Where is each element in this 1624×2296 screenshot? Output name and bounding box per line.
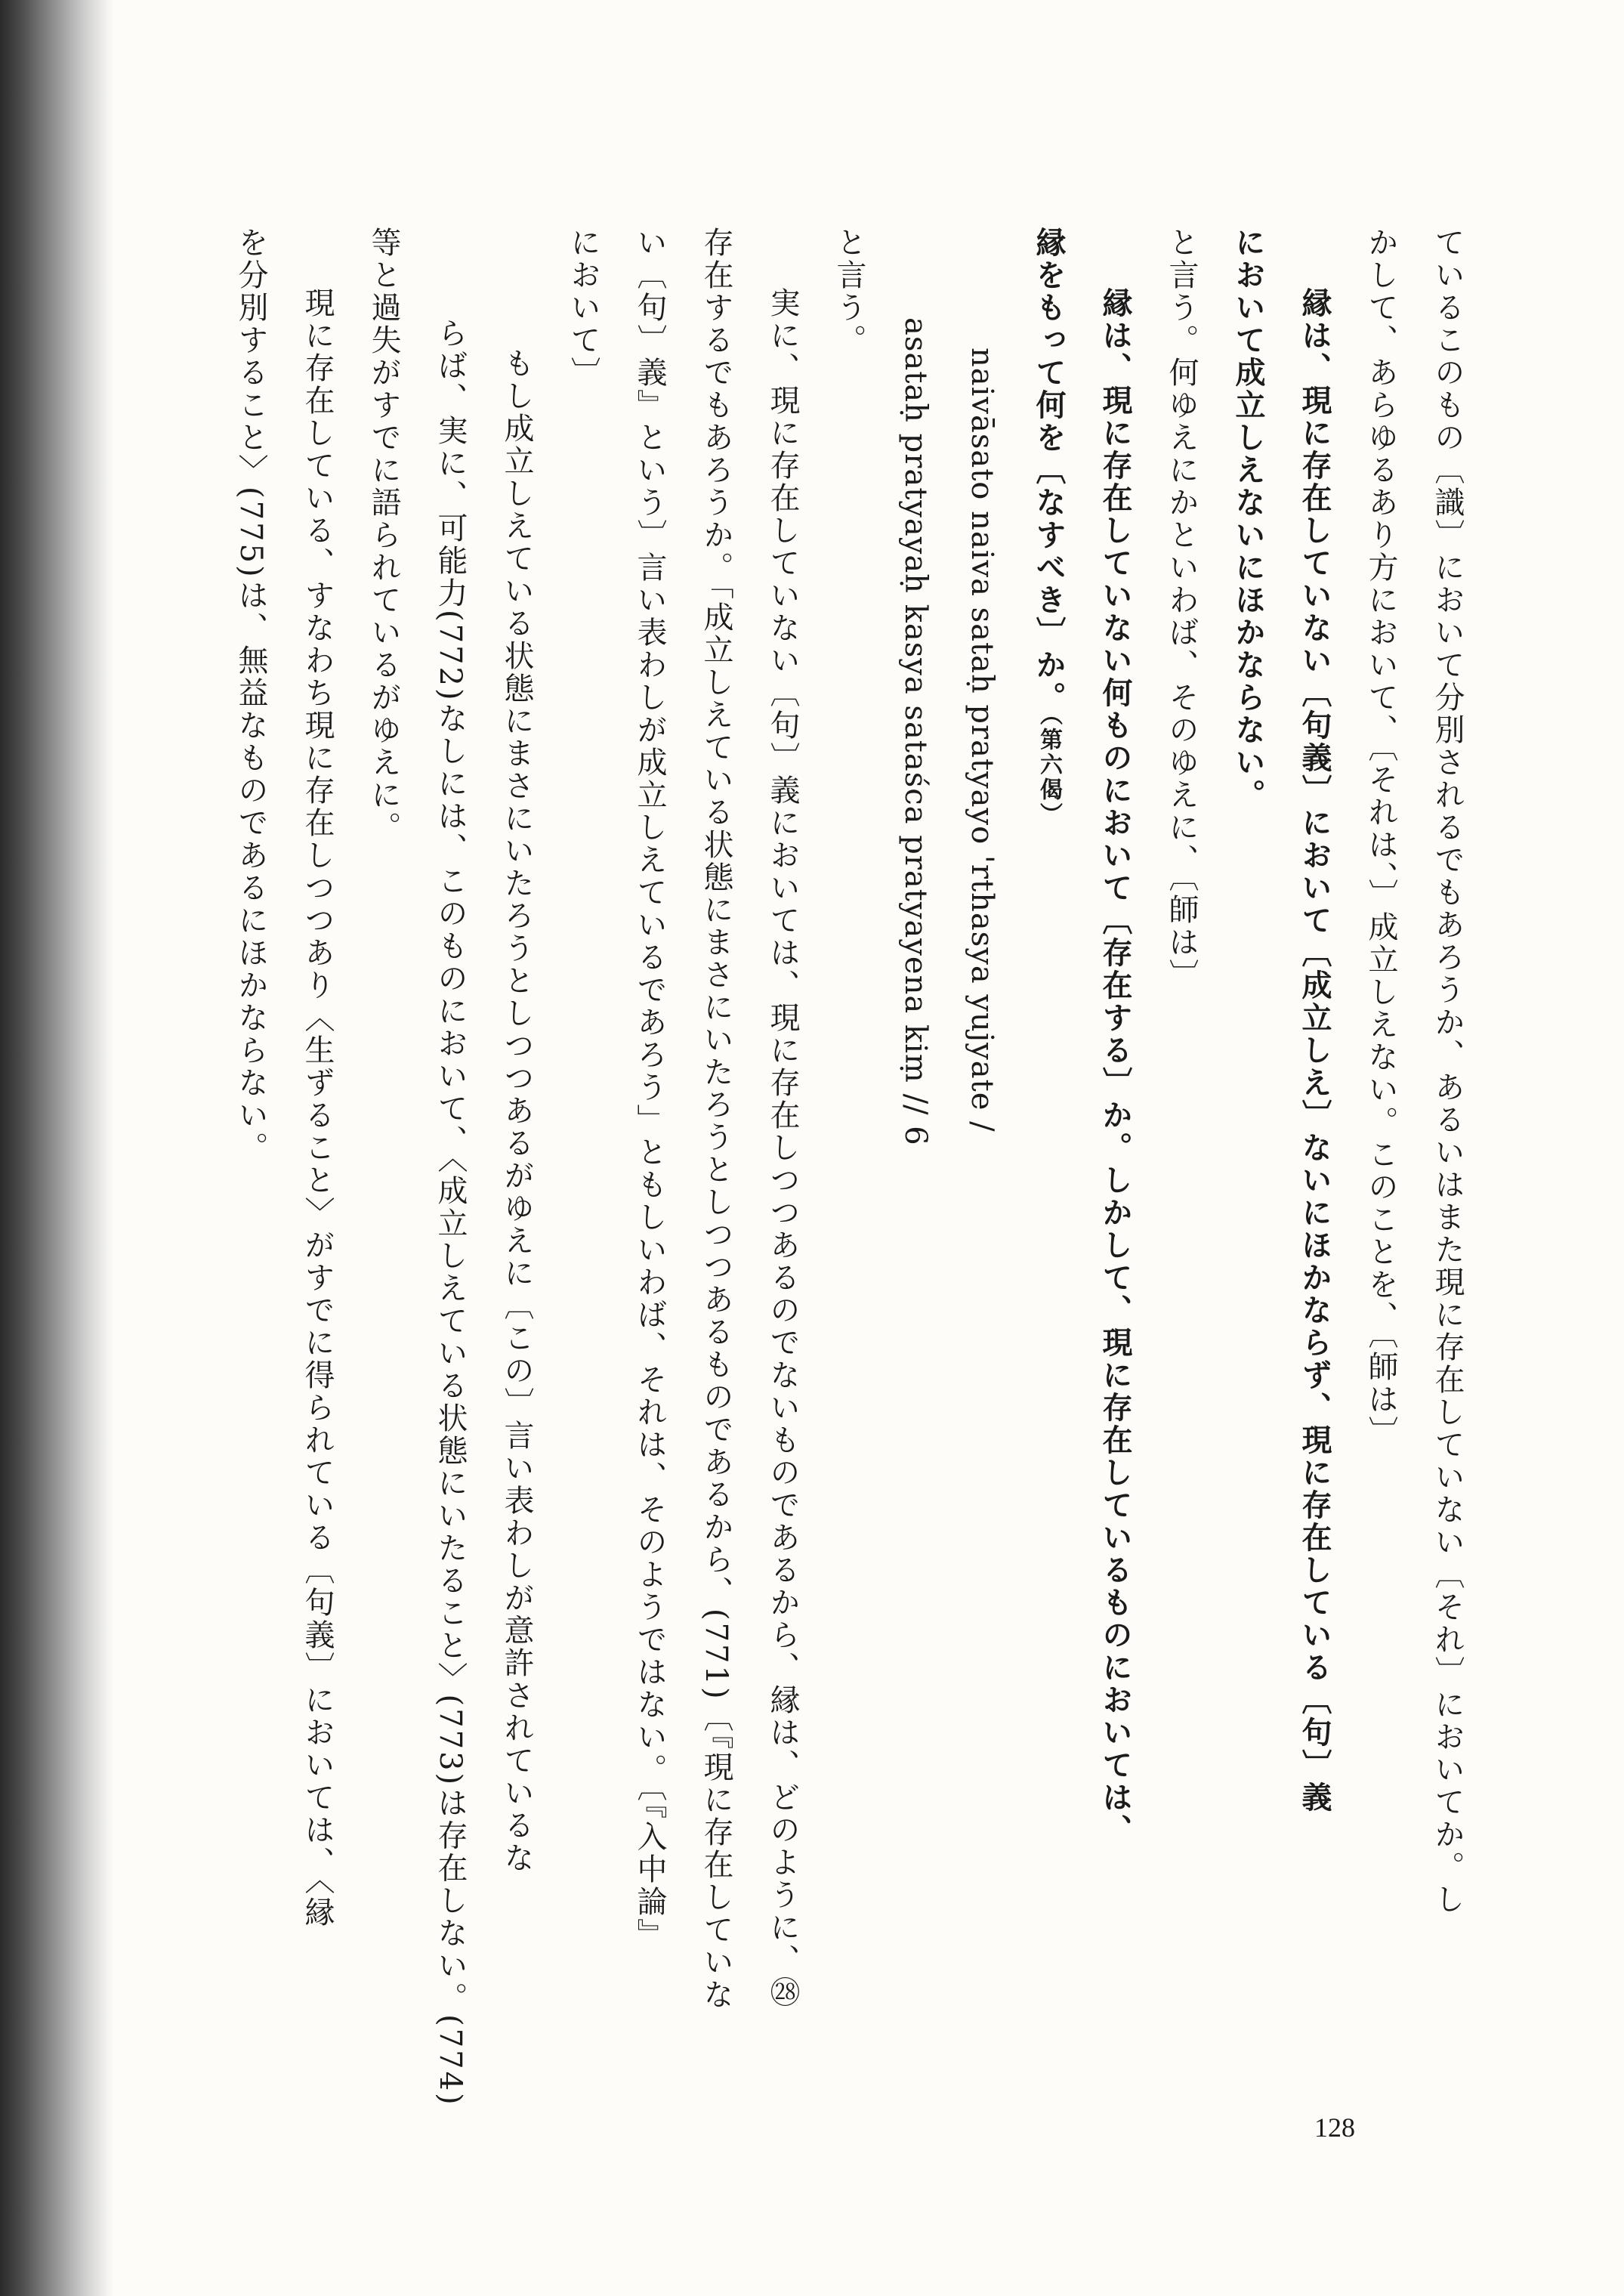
text-line: い〔句〕義』という〕言い表わしが成立しえているであろう」ともしいわば、それは、そのようではない。〔『入中論』 — [632, 227, 667, 1951]
quote-line: らば、実に、可能力(772)なしには、このものにおいて、〈成立しえている状態にいたること〉(773)は存在しない。(774) — [433, 317, 468, 2107]
verse-line: 縁は、現に存在していない〔句義〕において〔成立しえ〕ないにほかならず、現に存在している〔句〕義 — [1297, 287, 1332, 1814]
text-line: と言う。 — [832, 227, 866, 357]
text-line: 現に存在している、すなわち現に存在しつつあり〈生ずること〉がすでに得られている〔句義〕においては、〈縁 — [300, 287, 335, 1929]
body-text — [196, 227, 1480, 2191]
sanskrit-line: asataḥ pratyayaḥ kasya sataśca pratyayena kiṃ // 6 — [898, 317, 933, 1146]
text-line: かして、あらゆるあり方において、〔それは、〕成立しえない。このことを、〔師は〕 — [1363, 227, 1398, 1448]
text-line: 等と過失がすでに語られているがゆえに。 — [366, 227, 401, 844]
binding-shadow — [0, 0, 113, 2296]
text-line: を分別すること〉(775)は、無益なものであるにほかならない。 — [233, 227, 268, 1164]
verse-line — [1015, 227, 1082, 2191]
text-line: 存在するでもあろうか。「成立しえている状態にまさにいたろうとしつつあるものであるから、(771)〔『現に存在していな — [699, 227, 733, 2011]
verse-number: （第六偈） — [1036, 714, 1062, 827]
quote-line: もし成立しえている状態にまさにいたろうとしつつあるがゆえに〔この〕言い表わしが意許されているな — [499, 348, 534, 1874]
verse-line: において成立しえないにほかならない。 — [1230, 227, 1266, 811]
verse-line: 縁は、現に存在していない何ものにおいて〔存在する〕か。しかして、現に存在しているものにおいては、 — [1098, 287, 1133, 1846]
sanskrit-line: naivāsato naiva sataḥ pratyayo 'rthasya yujyate / — [965, 348, 999, 1133]
text-line: と言う。何ゆえにかといわば、そのゆえに、〔師は〕 — [1164, 227, 1199, 991]
text-line: において〕 — [566, 227, 601, 389]
text-line: 実に、現に存在していない〔句〕義においては、現に存在しつつあるのでないものであるから、縁は、どのように、㉘ — [765, 287, 800, 2009]
page-number: 128 — [1314, 2112, 1355, 2143]
text-line: ているこのもの〔識〕において分別されるでもあろうか、あるいはまた現に存在していない〔それ〕においてか。し — [1430, 227, 1465, 1916]
verse-text: 縁をもって何を〔なすべき〕か。 — [1031, 227, 1067, 714]
